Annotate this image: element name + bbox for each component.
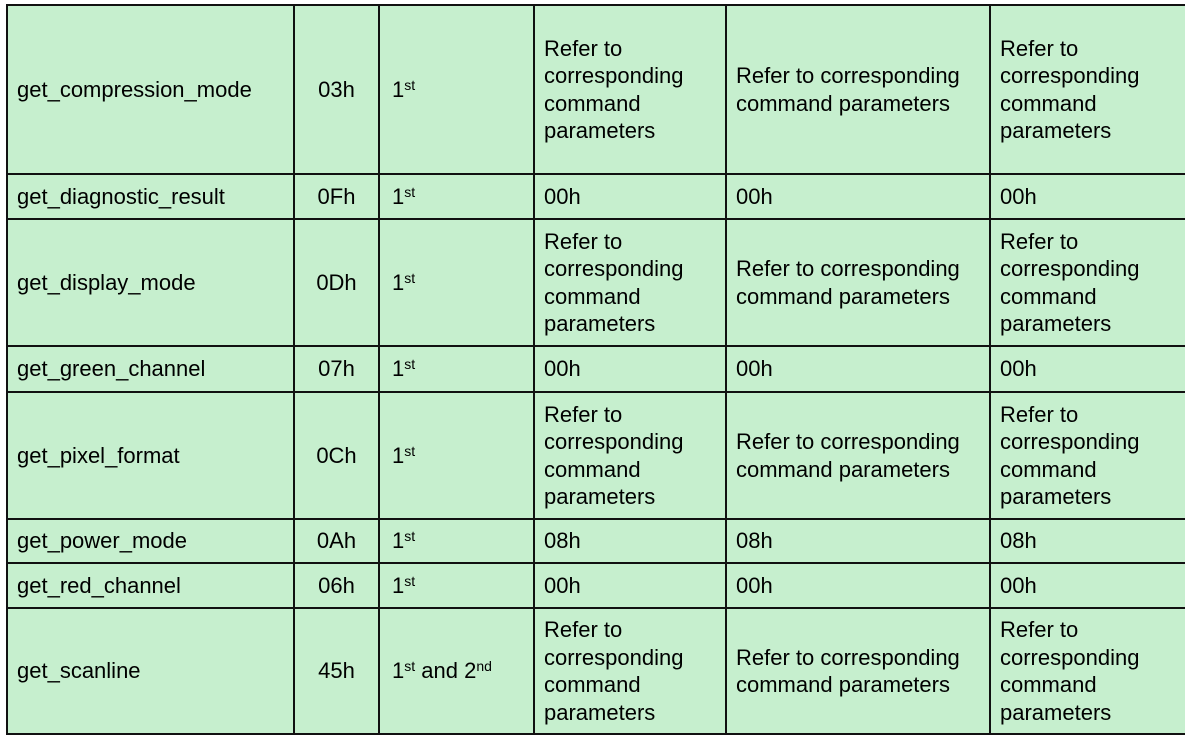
command-code-cell: 03h (294, 5, 379, 174)
table-row (7, 608, 1185, 734)
value-cell-2: 00h (726, 346, 990, 392)
command-code-cell: 0Ch (294, 392, 379, 519)
command-name-cell: get_diagnostic_result (7, 174, 294, 219)
command-code-cell: 0Fh (294, 174, 379, 219)
command-code-cell: 07h (294, 346, 379, 392)
parameter-order-cell: 1st (379, 219, 534, 346)
parameter-order-cell: 1st (379, 5, 534, 174)
table-row (7, 392, 1185, 519)
parameter-order-cell: 1st (379, 563, 534, 608)
value-cell-3: 00h (990, 346, 1185, 392)
value-cell-1: Refer to corresponding command parameters (534, 608, 726, 734)
value-cell-3: 00h (990, 563, 1185, 608)
command-table (6, 4, 1185, 735)
value-cell-2: 00h (726, 563, 990, 608)
value-cell-1: 00h (534, 346, 726, 392)
value-cell-3: Refer to corresponding command parameters (990, 5, 1185, 174)
value-cell-3: Refer to corresponding command parameters (990, 608, 1185, 734)
table-row (7, 563, 1185, 608)
value-cell-2: Refer to corresponding command parameters (726, 608, 990, 734)
value-cell-3: 08h (990, 519, 1185, 563)
value-cell-3: Refer to corresponding command parameters (990, 219, 1185, 346)
command-name-cell: get_display_mode (7, 219, 294, 346)
value-cell-1: 00h (534, 563, 726, 608)
command-code-cell: 06h (294, 563, 379, 608)
command-name-cell: get_power_mode (7, 519, 294, 563)
table-row (7, 174, 1185, 219)
command-code-cell: 45h (294, 608, 379, 734)
parameter-order-cell: 1st (379, 392, 534, 519)
command-name-cell: get_scanline (7, 608, 294, 734)
command-code-cell: 0Ah (294, 519, 379, 563)
value-cell-1: Refer to corresponding command parameters (534, 5, 726, 174)
value-cell-2: Refer to corresponding command parameters (726, 219, 990, 346)
value-cell-2: Refer to corresponding command parameters (726, 5, 990, 174)
value-cell-3: 00h (990, 174, 1185, 219)
command-name-cell: get_pixel_format (7, 392, 294, 519)
table-row (7, 346, 1185, 392)
value-cell-2: 00h (726, 174, 990, 219)
value-cell-1: Refer to corresponding command parameters (534, 219, 726, 346)
table-row (7, 219, 1185, 346)
value-cell-2: Refer to corresponding command parameters (726, 392, 990, 519)
value-cell-1: Refer to corresponding command parameters (534, 392, 726, 519)
command-name-cell: get_green_channel (7, 346, 294, 392)
value-cell-2: 08h (726, 519, 990, 563)
value-cell-3: Refer to corresponding command parameters (990, 392, 1185, 519)
value-cell-1: 00h (534, 174, 726, 219)
parameter-order-cell: 1st (379, 519, 534, 563)
command-name-cell: get_red_channel (7, 563, 294, 608)
parameter-order-cell: 1st (379, 346, 534, 392)
table-row (7, 5, 1185, 174)
command-name-cell: get_compression_mode (7, 5, 294, 174)
command-code-cell: 0Dh (294, 219, 379, 346)
parameter-order-cell: 1st and 2nd (379, 608, 534, 734)
value-cell-1: 08h (534, 519, 726, 563)
parameter-order-cell: 1st (379, 174, 534, 219)
table-row (7, 519, 1185, 563)
